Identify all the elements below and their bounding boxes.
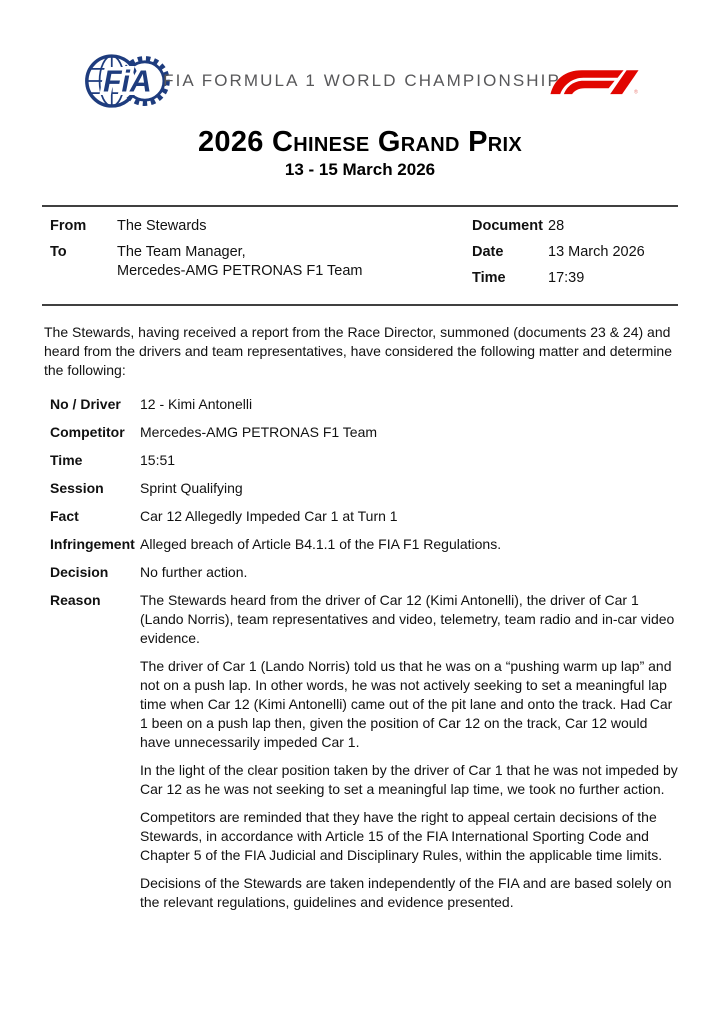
field-row-competitor	[42, 423, 678, 442]
to-value-line2: Mercedes-AMG PETRONAS F1 Team	[117, 263, 363, 279]
field-value: Alleged breach of Article B4.1.1 of the FIA F1 Regulations.	[140, 536, 502, 552]
decision-fields	[42, 395, 678, 912]
field-label: Fact	[50, 508, 79, 524]
date-row	[472, 243, 678, 262]
field-row-no-driver	[42, 395, 678, 414]
to-label: To	[50, 244, 67, 260]
reason-paragraph: Decisions of the Stewards are taken independently of the FIA and are based solely on the relevant regulations, guidelines and evidence presented.	[140, 875, 672, 910]
field-value: Sprint Qualifying	[140, 480, 243, 496]
document-row	[472, 217, 678, 236]
field-row-fact	[42, 507, 678, 526]
title-block	[0, 126, 720, 180]
from-label: From	[50, 218, 87, 234]
reason-paragraph: The Stewards heard from the driver of Car 12 (Kimi Antonelli), the driver of Car 1 (Lando Norris), team representatives and video, telemetry, team radio and in-car video evidence.	[140, 592, 675, 646]
time-row	[472, 269, 678, 288]
meta-left-column	[42, 217, 472, 295]
reason-label: Reason	[50, 592, 101, 608]
field-row-infringement	[42, 535, 678, 554]
time-label: Time	[472, 270, 506, 286]
reason-paragraphs	[140, 591, 678, 912]
field-row-reason	[42, 591, 678, 912]
date-value: 13 March 2026	[548, 244, 645, 260]
date-label: Date	[472, 244, 504, 260]
field-label: Competitor	[50, 424, 125, 440]
field-label: Decision	[50, 564, 109, 580]
reason-paragraph: Competitors are reminded that they have the right to appeal certain decisions of the Stewards, in accordance with Article 15 of the FIA International Sporting Code and Chapter 5 of the FIA Judicial and Disciplinary Rules, within the applicable time limits.	[140, 809, 663, 863]
field-value: Car 12 Allegedly Impeded Car 1 at Turn 1	[140, 508, 398, 524]
field-label: No / Driver	[50, 396, 121, 412]
meta-right-column	[472, 217, 678, 295]
field-value: Mercedes-AMG PETRONAS F1 Team	[140, 424, 378, 440]
to-value-line1: The Team Manager,	[117, 244, 246, 260]
intro-paragraph: The Stewards, having received a report from the Race Director, summoned (documents 23 & 24) and heard from the drivers and team representatives, have considered the following matter and determine the following:	[44, 324, 673, 378]
reason-paragraph: In the light of the clear position taken by the driver of Car 1 that he was not impeded by Car 12 as he was not seeking to set a meaningful lap time, we took no further action.	[140, 762, 678, 797]
field-label: Time	[50, 452, 83, 468]
field-value: 12 - Kimi Antonelli	[140, 396, 253, 412]
time-value: 17:39	[548, 270, 585, 286]
event-title: 2026 Chinese Grand Prix	[197, 126, 522, 158]
event-dates: 13 - 15 March 2026	[284, 160, 436, 179]
f1-registered-mark: ®	[634, 88, 638, 95]
field-label: Session	[50, 480, 104, 496]
field-value: 15:51	[140, 452, 176, 468]
to-row	[42, 243, 472, 281]
to-value	[117, 243, 472, 281]
from-value: The Stewards	[117, 218, 207, 234]
field-row-session	[42, 479, 678, 498]
field-row-decision	[42, 563, 678, 582]
field-row-time	[42, 451, 678, 470]
from-row	[42, 217, 472, 236]
document-label: Document	[472, 218, 543, 234]
reason-paragraph: The driver of Car 1 (Lando Norris) told us that he was on a “pushing warm up lap” and not on a push lap. In other words, he was not actively seeking to set a meaningful lap time when Car 12 (Kimi Antonelli) came out of the pit lane and onto the track. Had Car 1 been on a push lap then, given the position of Car 12 on the track, Car 12 would have unnecessarily impeded Car 1.	[140, 658, 673, 750]
field-label: Infringement	[50, 536, 135, 552]
document-value: 28	[548, 218, 565, 234]
meta-table	[42, 205, 678, 306]
championship-title: FIA FORMULA 1 WORLD CHAMPIONSHIP	[163, 71, 561, 90]
fia-logo-text: FiA	[103, 65, 152, 99]
document-header	[84, 52, 640, 110]
fia-logo-icon	[84, 52, 172, 110]
field-value: No further action.	[140, 564, 248, 580]
